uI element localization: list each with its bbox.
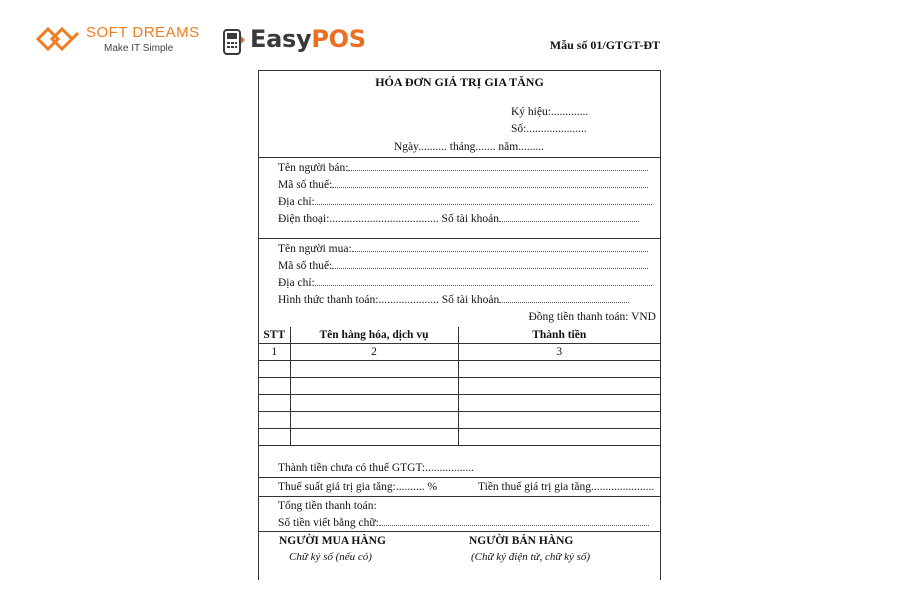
divider — [259, 477, 660, 478]
currency-note: Đồng tiền thanh toán: VND — [528, 311, 656, 323]
table-cell[interactable] — [290, 412, 458, 429]
seller-name-label: Tên người bán: — [278, 162, 349, 174]
seller-phone-label: Điện thoại: — [278, 213, 330, 225]
invoice-number: Số:..................... — [511, 123, 587, 135]
table-cell[interactable] — [458, 361, 660, 378]
grand-total: Tổng tiền thanh toán: — [278, 500, 377, 512]
buyer-signature-title: NGƯỜI MUA HÀNG — [279, 535, 386, 547]
seller-tax-blank — [332, 187, 648, 188]
items-table — [259, 327, 660, 446]
buyer-name-blank — [352, 251, 648, 252]
divider — [259, 157, 660, 158]
easypos-brand-part2: POS — [311, 25, 366, 53]
seller-phone-row — [278, 213, 639, 225]
table-cell[interactable] — [259, 395, 290, 412]
buyer-payment-blank: ..................... — [378, 294, 439, 306]
table-header-row — [259, 327, 660, 344]
seller-phone-blank: ...................................... — [329, 213, 439, 225]
table-cell[interactable] — [458, 378, 660, 395]
easypos-brand-part1: Easy — [250, 25, 312, 53]
table-cell[interactable] — [290, 378, 458, 395]
table-row — [259, 378, 660, 395]
buyer-tax-blank — [332, 268, 648, 269]
table-cell[interactable] — [290, 395, 458, 412]
table-cell[interactable] — [290, 429, 458, 446]
table-cell: 3 — [458, 344, 660, 361]
buyer-address-label: Địa chỉ: — [278, 277, 315, 289]
amount-in-words-row — [278, 517, 649, 529]
easypos-logo — [222, 24, 366, 58]
seller-name-blank — [348, 170, 648, 171]
amount-in-words-blank — [379, 525, 649, 526]
column-header-amount: Thành tiền — [458, 327, 660, 344]
vat-rate: Thuế suất giá trị gia tăng:.......... % — [278, 481, 438, 493]
softdreams-tagline: Make IT Simple — [104, 43, 174, 54]
invoice-title: HÓA ĐƠN GIÁ TRỊ GIA TĂNG — [375, 75, 544, 89]
table-cell[interactable] — [259, 429, 290, 446]
seller-tax-row — [278, 179, 648, 191]
seller-signature-note: (Chữ ký điện tử, chữ ký số) — [471, 551, 591, 563]
softdreams-brand: SOFT DREAMS — [86, 24, 200, 41]
table-index-row — [259, 344, 660, 361]
table-row — [259, 429, 660, 446]
easypos-brand — [250, 25, 366, 53]
invoice-form — [258, 70, 661, 580]
form-code: Mẫu số 01/GTGT-ĐT — [549, 38, 660, 52]
table-cell[interactable] — [290, 361, 458, 378]
divider — [259, 531, 660, 532]
column-header-stt: STT — [259, 327, 290, 344]
table-cell[interactable] — [259, 378, 290, 395]
table-cell[interactable] — [458, 412, 660, 429]
buyer-account-label: Số tài khoản — [441, 294, 500, 306]
divider — [259, 238, 660, 239]
buyer-tax-label: Mã số thuế: — [278, 260, 333, 272]
table-row — [259, 361, 660, 378]
invoice-symbol: Ký hiệu:............. — [511, 106, 589, 118]
softdreams-logo — [34, 20, 200, 58]
buyer-payment-row — [278, 294, 629, 306]
buyer-account-blank — [499, 302, 629, 303]
invoice-date: Ngày.......... tháng....... năm......... — [394, 141, 545, 153]
column-header-item: Tên hàng hóa, dịch vụ — [290, 327, 458, 344]
buyer-payment-label: Hình thức thanh toán: — [278, 294, 379, 306]
buyer-address-blank — [315, 285, 652, 286]
seller-tax-label: Mã số thuế: — [278, 179, 333, 191]
seller-address-label: Địa chỉ: — [278, 196, 315, 208]
seller-account-blank — [499, 221, 639, 222]
seller-address-row — [278, 196, 652, 208]
seller-signature-title: NGƯỜI BÁN HÀNG — [469, 535, 574, 547]
table-cell[interactable] — [259, 412, 290, 429]
divider — [259, 496, 660, 497]
buyer-name-row — [278, 243, 648, 255]
buyer-tax-row — [278, 260, 648, 272]
buyer-address-row — [278, 277, 652, 289]
table-row — [259, 395, 660, 412]
softdreams-mark-icon — [34, 22, 80, 56]
buyer-signature-note: Chữ ký số (nếu có) — [289, 551, 372, 563]
seller-name-row — [278, 162, 660, 174]
table-cell: 2 — [290, 344, 458, 361]
table-cell: 1 — [259, 344, 290, 361]
seller-address-blank — [315, 204, 652, 205]
subtotal: Thành tiền chưa có thuế GTGT:................. — [278, 462, 474, 474]
seller-account-label: Số tài khoản — [441, 213, 500, 225]
buyer-name-label: Tên người mua: — [278, 243, 352, 255]
table-cell[interactable] — [458, 395, 660, 412]
table-cell[interactable] — [458, 429, 660, 446]
table-row — [259, 412, 660, 429]
table-cell[interactable] — [259, 361, 290, 378]
vat-amount: Tiền thuế giá trị gia tăng...................... — [478, 481, 655, 493]
pos-terminal-icon — [222, 28, 246, 56]
amount-in-words-label: Số tiền viết bằng chữ: — [278, 517, 379, 529]
